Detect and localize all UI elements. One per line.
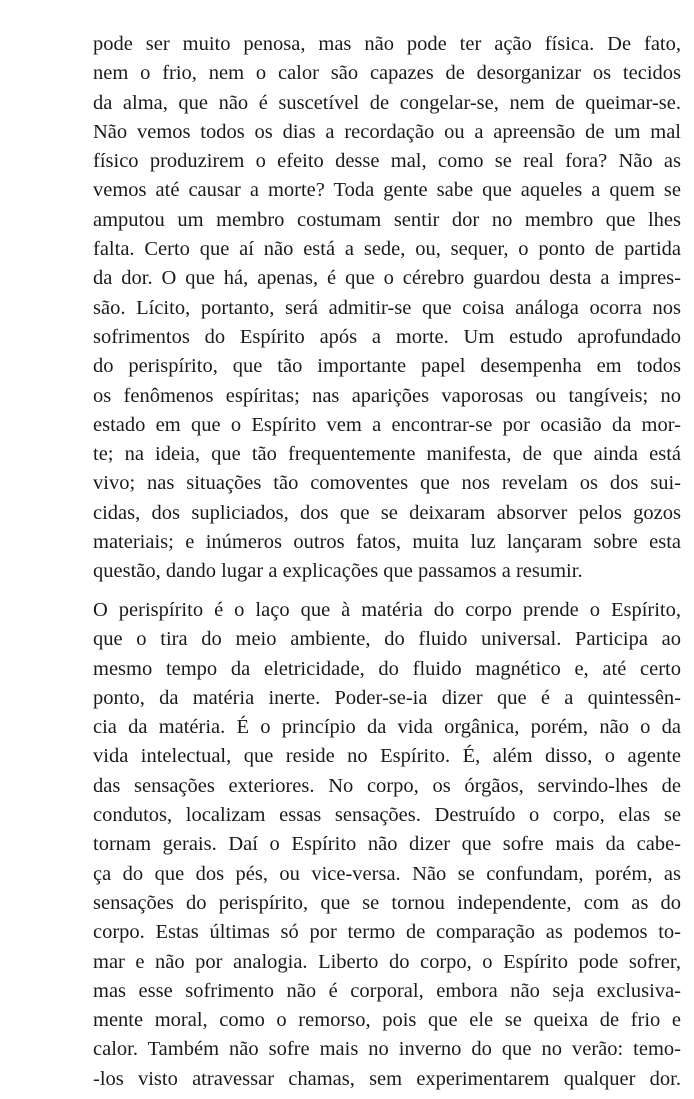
text-line: condutos, localizam essas sensações. Destruído o corpo, elas se xyxy=(93,804,681,827)
text-line: sensações do perispírito, que se tornou independente, com as do xyxy=(93,891,681,914)
text-line: do perispírito, que tão importante papel desempenha em todos xyxy=(93,355,681,378)
text-line: te; na ideia, que tão frequentemente manifesta, de que ainda está xyxy=(93,443,681,466)
text-line: mas esse sofrimento não é corporal, embora não seja exclusiva- xyxy=(93,979,681,1002)
text-line: cidas, dos supliciados, dos que se deixaram absorver pelos gozos xyxy=(93,501,681,524)
paragraph-2 xyxy=(93,596,681,1094)
paragraph-1 xyxy=(93,30,681,587)
text-line: da dor. O que há, apenas, é que o cérebro guardou desta a impres- xyxy=(93,267,681,290)
text-line: corpo. Estas últimas só por termo de comparação as podemos to- xyxy=(93,921,681,944)
text-line: O perispírito é o laço que à matéria do corpo prende o Espírito, xyxy=(93,599,681,621)
text-line: mar e não por analogia. Liberto do corpo, o Espírito pode sofrer, xyxy=(93,950,681,973)
text-line: que o tira do meio ambiente, do fluido universal. Participa ao xyxy=(93,628,681,651)
text-line: cia da matéria. É o princípio da vida orgânica, porém, não o da xyxy=(93,716,681,739)
text-line: estado em que o Espírito vem a encontrar-se por ocasião da mor- xyxy=(93,413,681,436)
text-line: tornam gerais. Daí o Espírito não dizer que sofre mais da cabe- xyxy=(93,833,681,856)
text-line: da alma, que não é suscetível de congelar-se, nem de queimar-se. xyxy=(93,91,681,114)
text-line: são. Lícito, portanto, será admitir-se que coisa análoga ocorra nos xyxy=(93,296,681,319)
text-line: nem o frio, nem o calor são capazes de desorganizar os tecidos xyxy=(93,62,681,85)
text-line: sofrimentos do Espírito após a morte. Um estudo aprofundado xyxy=(93,325,681,348)
text-line: físico produzirem o efeito desse mal, como se real fora? Não as xyxy=(93,150,681,173)
text-line: mente moral, como o remorso, pois que ele se queixa de frio e xyxy=(93,1009,681,1032)
text-line: calor. Também não sofre mais no inverno do que no verão: temo- xyxy=(93,1038,681,1061)
text-line: -los visto atravessar chamas, sem experimentarem qualquer dor. xyxy=(93,1067,681,1090)
text-line: vemos até causar a morte? Toda gente sabe que aqueles a quem se xyxy=(93,179,681,202)
text-line: os fenômenos espíritas; nas aparições vaporosas ou tangíveis; no xyxy=(93,384,681,407)
text-line: materiais; e inúmeros outros fatos, muita luz lançaram sobre esta xyxy=(93,531,681,554)
text-line: amputou um membro costumam sentir dor no membro que lhes xyxy=(93,208,681,231)
text-line: questão, dando lugar a explicações que passamos a resumir. xyxy=(93,560,583,583)
text-line: das sensações exteriores. No corpo, os órgãos, servindo-lhes de xyxy=(93,774,681,797)
text-line: mesmo tempo da eletricidade, do fluido magnético e, até certo xyxy=(93,657,681,680)
text-line: falta. Certo que aí não está a sede, ou, sequer, o ponto de partida xyxy=(93,238,681,261)
text-line: vivo; nas situações tão comoventes que nos revelam os dos sui- xyxy=(93,472,681,495)
text-line: ponto, da matéria inerte. Poder-se-ia dizer que é a quintessên- xyxy=(93,686,681,709)
text-line: pode ser muito penosa, mas não pode ter ação física. De fato, xyxy=(93,33,681,55)
text-line: vida intelectual, que reside no Espírito. É, além disso, o agente xyxy=(93,745,681,768)
text-line: ça do que dos pés, ou vice-versa. Não se confundam, porém, as xyxy=(93,862,681,885)
text-line: Não vemos todos os dias a recordação ou a apreensão de um mal xyxy=(93,120,681,143)
